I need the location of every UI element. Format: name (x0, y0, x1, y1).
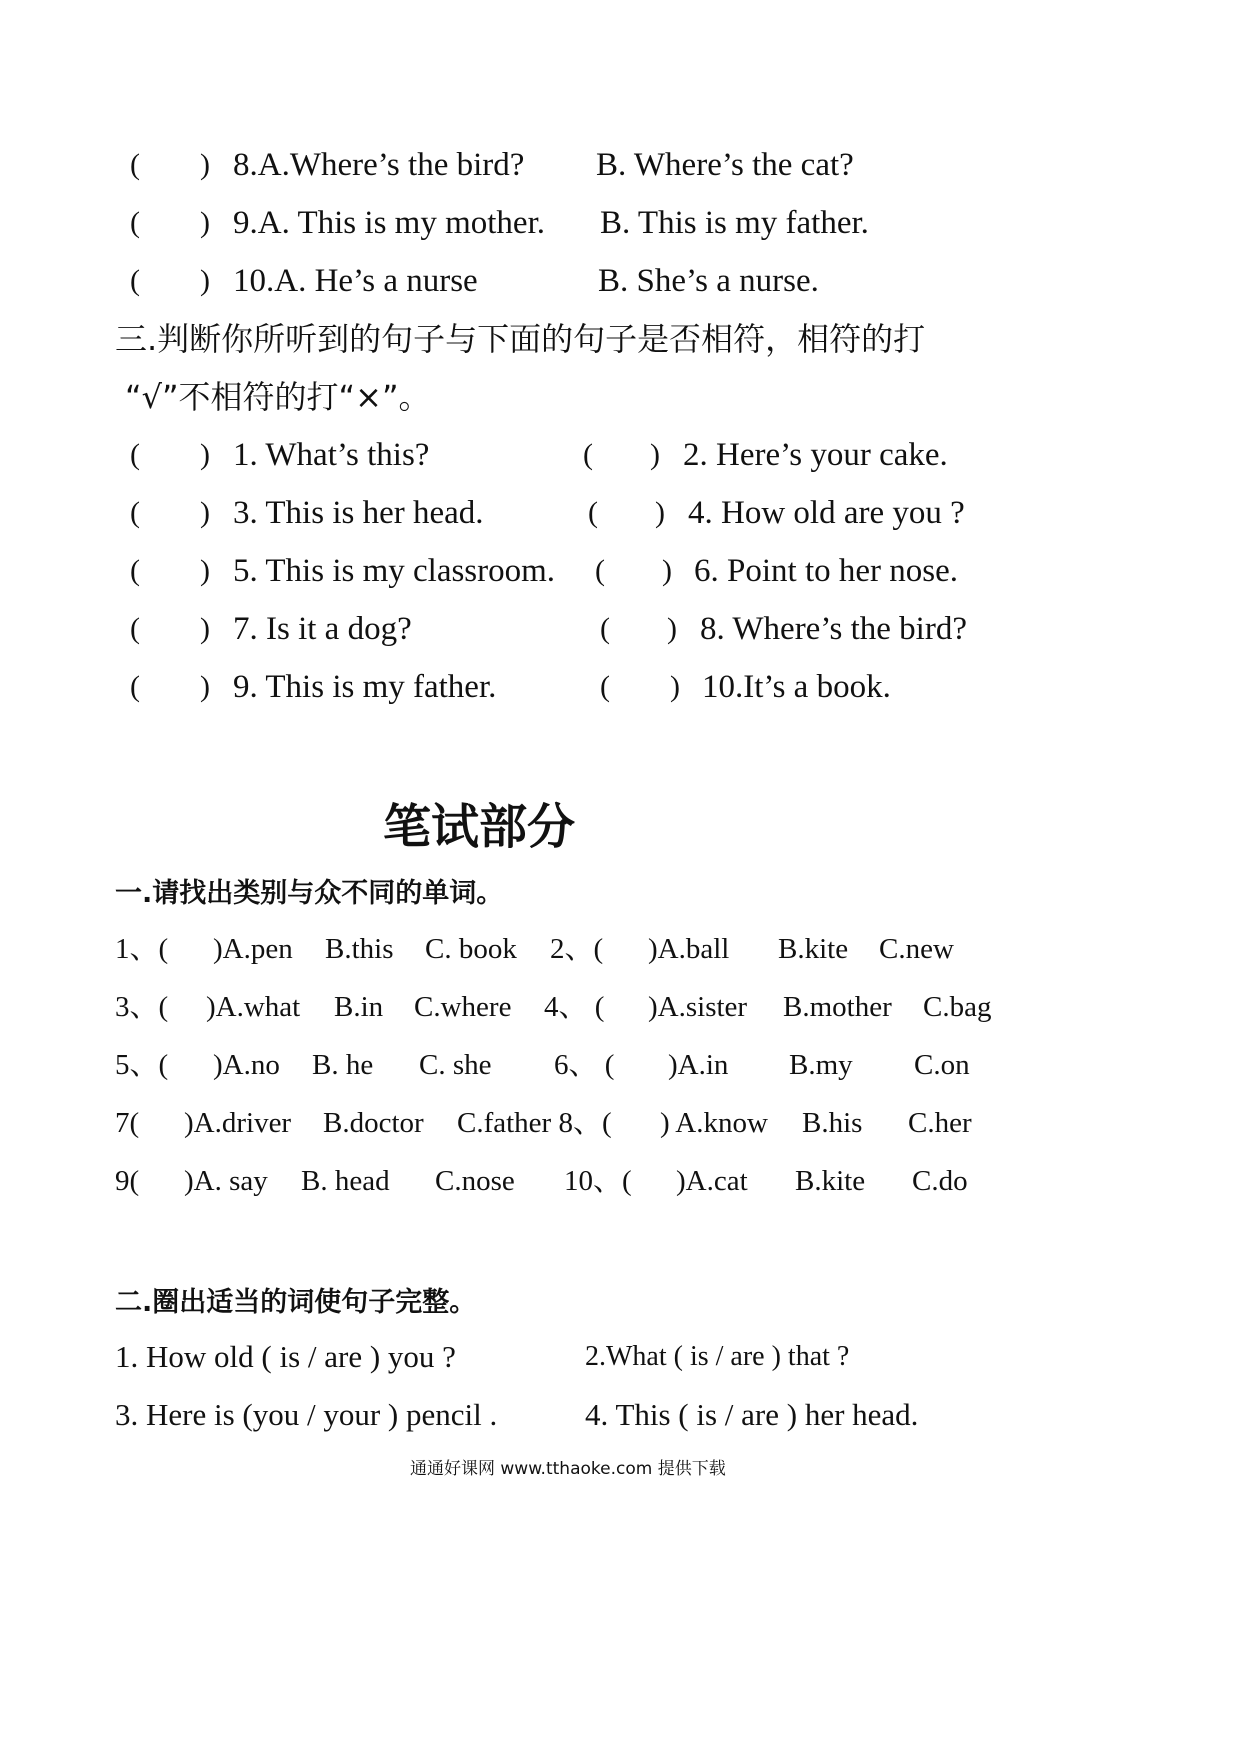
answer-blank-close: ) (200, 496, 210, 529)
option-b: B.this (325, 933, 394, 965)
choice-a: 10.A. He’s a nurse (233, 263, 478, 299)
option-b: B.his (802, 1107, 863, 1139)
judgement-item: 8. Where’s the bird? (700, 611, 967, 647)
option-a: )A.sister (648, 991, 748, 1023)
part1-title: 一.请找出类别与众不同的单词。 (115, 878, 504, 909)
footer-source: 通通好课网 www.tthaoke.com 提供下载 (410, 1459, 726, 1479)
answer-blank[interactable]: ( (130, 612, 140, 645)
option-a: ) A.know (660, 1107, 768, 1139)
sentence-item: 2.What ( is / are ) that ? (585, 1341, 850, 1372)
option-c: C.her (908, 1107, 972, 1139)
option-c: C.do (912, 1165, 968, 1197)
option-c: C.where (414, 991, 512, 1023)
option-c: C. she (419, 1049, 492, 1081)
judgement-item: 2. Here’s your cake. (683, 437, 948, 473)
answer-blank-close: ) (200, 264, 210, 297)
option-b: B.in (334, 991, 384, 1023)
answer-blank-close: ) (655, 496, 665, 529)
sentence-item: 4. This ( is / are ) her head. (585, 1397, 919, 1432)
choice-b: B. Where’s the cat? (596, 147, 854, 183)
written-section-heading: 笔试部分 (383, 799, 576, 855)
answer-blank[interactable]: ( (583, 438, 593, 471)
section3-title-cont: “√”不相符的打“×”。 (125, 378, 431, 416)
choice-b: B. She’s a nurse. (598, 263, 819, 299)
answer-blank[interactable]: ( (600, 612, 610, 645)
answer-blank[interactable]: ( (130, 148, 140, 181)
answer-blank-close: ) (200, 148, 210, 181)
option-b: B.mother (783, 991, 892, 1023)
option-c: C.new (879, 933, 954, 965)
judgement-item: 4. How old are you ? (688, 495, 965, 531)
q-number[interactable]: 9( (115, 1165, 140, 1197)
judgement-item: 10.It’s a book. (702, 669, 891, 705)
q-number[interactable]: 10、( (564, 1165, 632, 1197)
judgement-item: 3. This is her head. (233, 495, 484, 531)
q-number[interactable]: 4、 ( (544, 991, 605, 1023)
answer-blank[interactable]: ( (130, 554, 140, 587)
option-b: B. he (312, 1049, 374, 1081)
sentence-item: 3. Here is (you / your ) pencil . (115, 1397, 498, 1432)
q-number[interactable]: 5、( (115, 1049, 169, 1081)
answer-blank[interactable]: ( (130, 264, 140, 297)
section3-title: 三.判断你所听到的句子与下面的句子是否相符，相符的打 (115, 320, 926, 358)
q-number[interactable]: 2、( (550, 933, 604, 965)
option-c: C. book (425, 933, 517, 965)
option-b: B.doctor (323, 1107, 424, 1139)
q-number[interactable]: 6、 ( (554, 1049, 615, 1081)
answer-blank-close: ) (200, 554, 210, 587)
answer-blank[interactable]: ( (130, 438, 140, 471)
judgement-item: 9. This is my father. (233, 669, 497, 705)
q-number[interactable]: 3、( (115, 991, 169, 1023)
answer-blank-close: ) (662, 554, 672, 587)
option-b: B. head (301, 1165, 390, 1197)
option-a: )A.cat (676, 1165, 748, 1197)
option-b: B.kite (778, 933, 849, 965)
answer-blank-close: ) (200, 438, 210, 471)
answer-blank-close: ) (650, 438, 660, 471)
option-b: B.my (789, 1049, 853, 1081)
choice-a: 8.A.Where’s the bird? (233, 147, 525, 183)
option-c: C.nose (435, 1165, 515, 1197)
answer-blank[interactable]: ( (130, 206, 140, 239)
q-number[interactable]: 7( (115, 1107, 140, 1139)
part2-title: 二.圈出适当的词使句子完整。 (115, 1287, 477, 1318)
answer-blank[interactable]: ( (130, 670, 140, 703)
judgement-item: 6. Point to her nose. (694, 553, 958, 589)
answer-blank-close: ) (667, 612, 677, 645)
judgement-item: 1. What’s this? (233, 437, 430, 473)
option-a: )A.no (213, 1049, 280, 1081)
choice-b: B. This is my father. (600, 205, 869, 241)
option-c: C.bag (923, 991, 992, 1023)
answer-blank[interactable]: ( (595, 554, 605, 587)
answer-blank[interactable]: ( (130, 496, 140, 529)
option-c: C.father 8、( (457, 1107, 612, 1139)
answer-blank-close: ) (200, 670, 210, 703)
choice-a: 9.A. This is my mother. (233, 205, 545, 241)
option-a: )A.driver (184, 1107, 292, 1139)
answer-blank-close: ) (670, 670, 680, 703)
judgement-item: 7. Is it a dog? (233, 611, 412, 647)
option-a: )A.what (206, 991, 301, 1023)
answer-blank-close: ) (200, 206, 210, 239)
option-a: )A.ball (648, 933, 730, 965)
option-a: )A.pen (213, 933, 293, 965)
option-c: C.on (914, 1049, 970, 1081)
answer-blank[interactable]: ( (588, 496, 598, 529)
sentence-item: 1. How old ( is / are ) you ? (115, 1339, 456, 1374)
option-a: )A.in (668, 1049, 729, 1081)
q-number[interactable]: 1、( (115, 933, 169, 965)
answer-blank-close: ) (200, 612, 210, 645)
judgement-item: 5. This is my classroom. (233, 553, 556, 589)
option-b: B.kite (795, 1165, 866, 1197)
answer-blank[interactable]: ( (600, 670, 610, 703)
option-a: )A. say (184, 1165, 268, 1197)
